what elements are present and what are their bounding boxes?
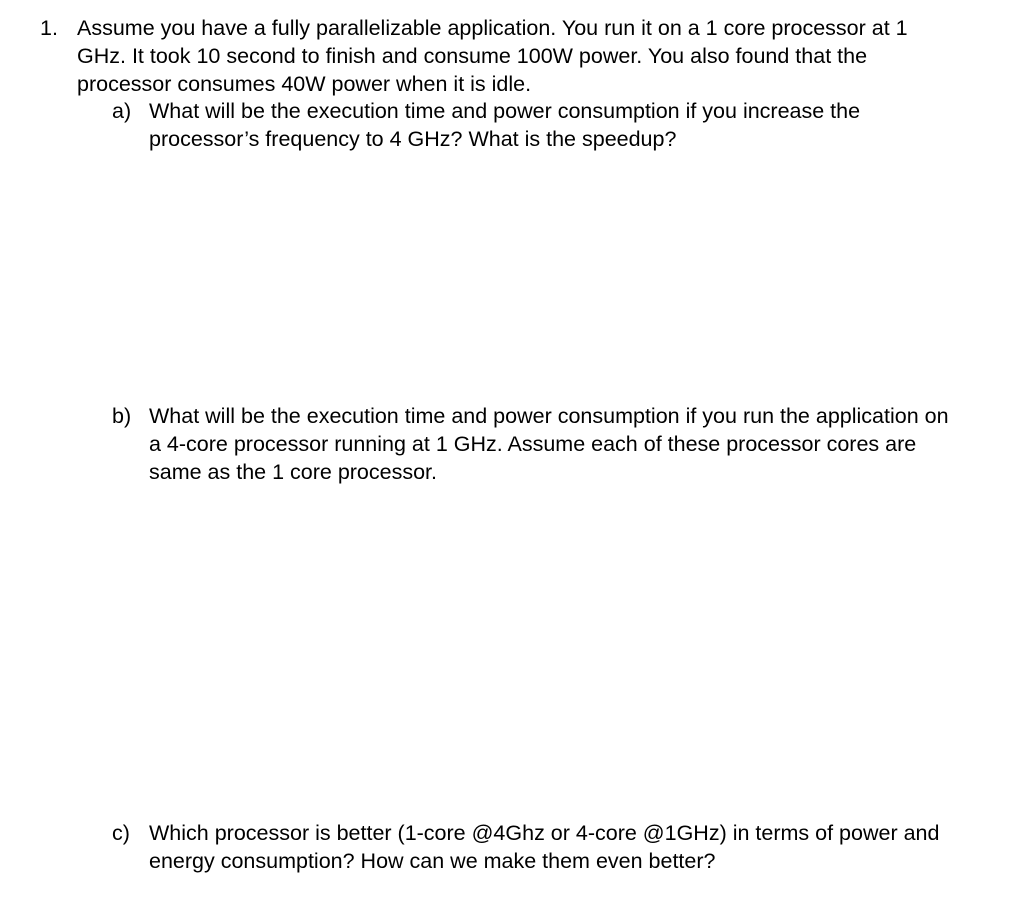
question-stem: Assume you have a fully parallelizable application. You run it on a 1 core processor at 1 GHz. It took 10 second to finish and consume 100W power. You also found that the processor consumes 40W power when it is idle. — [77, 16, 908, 96]
part-b-text: What will be the execution time and power consumption if you run the application on a 4-core processor running at 1 GHz. Assume each of these processor cores are same as the 1 core processor. — [149, 404, 949, 484]
part-b-label: b) — [112, 404, 132, 428]
part-c-label: c) — [112, 821, 130, 845]
part-a-label: a) — [112, 99, 132, 123]
question-number: 1. — [40, 16, 58, 40]
part-c-text: Which processor is better (1-core @4Ghz or 4-core @1GHz) in terms of power and energy consumption? How can we make them even better? — [149, 821, 940, 873]
part-a-text: What will be the execution time and power consumption if you increase the processor’s frequency to 4 GHz? What is the speedup? — [149, 99, 861, 151]
